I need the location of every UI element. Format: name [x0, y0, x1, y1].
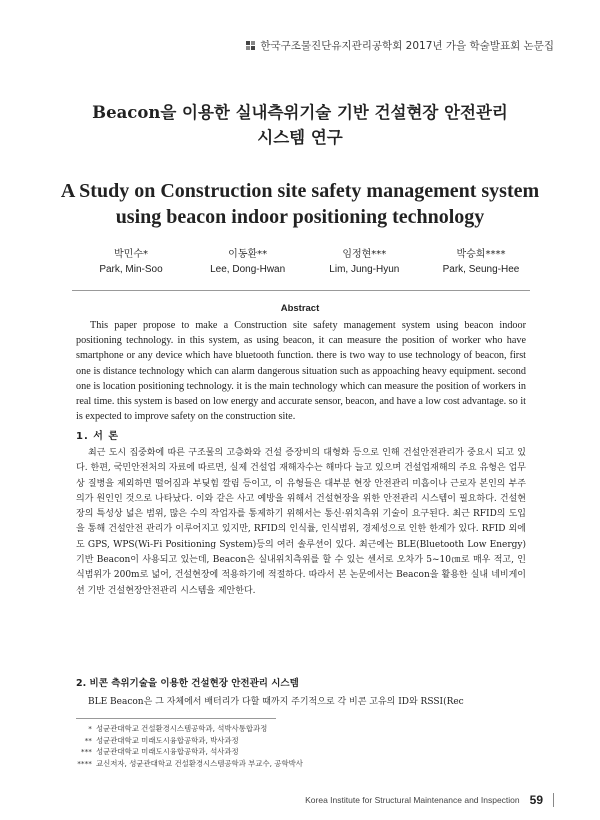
footer-divider	[553, 793, 554, 807]
author-name-en: Park, Min-Soo	[99, 264, 163, 275]
korean-title	[0, 100, 600, 150]
footnote-mark: ***	[80, 747, 92, 756]
korean-title-line1: Beacon을 이용한 실내측위기술 기반 건설현장 안전관리	[92, 103, 508, 122]
footnote-divider	[76, 718, 276, 719]
footnote-text: 성균관대학교 미래도시융합공학과, 박사과정	[96, 735, 239, 745]
page-number: 59	[529, 793, 543, 807]
author-item	[76, 247, 186, 277]
abstract-text: This paper propose to make a Construction site safety management system using beacon indoor positioning technology. in this system, as using beacon, it can measure the position of worker who have smartphone or any device which have bluetooth function. there is two way to use technology of beacon, first one is distance technology which can alarm dangerous situation such as appoaching heavy equipment. second one is location positioning technology. it is the main technology which can measure the position of workers in real time. this system is based on low energy and accurate sensor, beacon, and have a low cost advantage. so it is expected to improve safety on the construction site.	[76, 320, 526, 423]
footnote-item	[58, 735, 303, 747]
footnote-list	[58, 723, 303, 769]
journal-name: 한국구조물진단유지관리공학회 2017년 가을 학술발표회 논문집	[260, 40, 554, 52]
english-title-line1: A Study on Construction site safety management system	[60, 180, 540, 202]
author-name-ko: 임정현***	[342, 249, 387, 260]
journal-header	[246, 38, 554, 53]
footnote-text: 교신저자, 성균관대학교 건설환경시스템공학과 부교수, 공학박사	[96, 758, 303, 768]
section-1-heading: 1. 서 론	[76, 431, 120, 442]
author-name-ko: 박승희****	[456, 249, 506, 260]
footnote-text: 성균관대학교 미래도시융합공학과, 석사과정	[96, 747, 239, 756]
english-title-line2: using beacon indoor positioning technology	[115, 206, 485, 228]
footnote-item	[58, 746, 303, 758]
english-title	[0, 178, 600, 230]
section-1-text: 최근 도시 집중화에 따른 구조물의 고층화와 건설 증장비의 대형화 등으로 인해 건설안전관리가 중요시 되고 있다. 한편, 국민안전처의 자료에 따르면, 실제 건설업 재해자수는 해마다 늘고 있으며 건설업재해의 주요 유형은 업무상 질병을 제외하면 떨어짐과 부딪힘 깔림 등이고, 이 유형들은 대부분 현장 안전관리 미흡이나 근로자 본인의 부주의가 원인인 것으로 나타났다. 이와 같은 사고 예방을 위해서 건설현장을 위한 안전관리 시스템이 필요하다. 건설현장의 특성상 넓은 범위, 많은 수의 작업자를 통제하기 위해서는 통신·위치측위 기술이 요구된다. 최근 RFID의 도입을 통해 건설안전 관리가 이루어지고 있지만, RFID의 인식률, 인식범위, 경제성으로 인한 한계가 있다. RFID 외에도 GPS, WPS(Wi-Fi Positioning System)등의 여러 솔루션이 있다. 최근에는 BLE(Bluetooth Low Energy)기반 Beacon이 사용되고 있는데, Beacon은 실내위치측위를 할 수 있는 센서로 오차가 5~10㎝로 매우 적고, 인식범위가 200m로 넓어, 건설현장에 적용하기에 적절하다. 따라서 본 논문에서는 Beacon을 활용한 실내 네비게이션 기반 건설현장안전관리 시스템을 제안한다.	[76, 448, 526, 596]
abstract-heading: Abstract	[280, 303, 320, 314]
author-name-ko: 이동환**	[228, 249, 268, 260]
author-item	[426, 247, 536, 277]
footnote-item	[58, 758, 303, 770]
author-name-en: Park, Seung-Hee	[442, 264, 520, 275]
footnote-mark: ****	[77, 758, 92, 768]
title-divider	[72, 290, 530, 291]
footnote-mark: *	[88, 724, 92, 733]
author-name-en: Lee, Dong-Hwan	[210, 264, 286, 275]
footnote-item	[58, 723, 303, 735]
footnote-mark: **	[84, 735, 92, 745]
footnote-text: 성균관대학교 건설환경시스템공학과, 석박사통합과정	[96, 724, 268, 733]
author-item	[193, 247, 303, 277]
korean-title-line2: 시스템 연구	[257, 128, 343, 147]
author-item	[309, 247, 419, 277]
author-list	[76, 247, 536, 277]
footer-institute: Korea Institute for Structural Maintenance and Inspection	[305, 795, 520, 805]
page-footer	[305, 793, 554, 807]
journal-logo-icon	[246, 41, 256, 51]
section-2-heading: 2. 비콘 측위기술을 이용한 건설현장 안전관리 시스템	[76, 678, 299, 689]
author-name-ko: 박민수*	[114, 249, 148, 260]
author-name-en: Lim, Jung-Hyun	[329, 264, 400, 275]
section-2-text: BLE Beacon은 그 자체에서 배터리가 다할 때까지 주기적으로 각 비콘 고유의 ID와 RSSI(Rec	[88, 697, 464, 707]
